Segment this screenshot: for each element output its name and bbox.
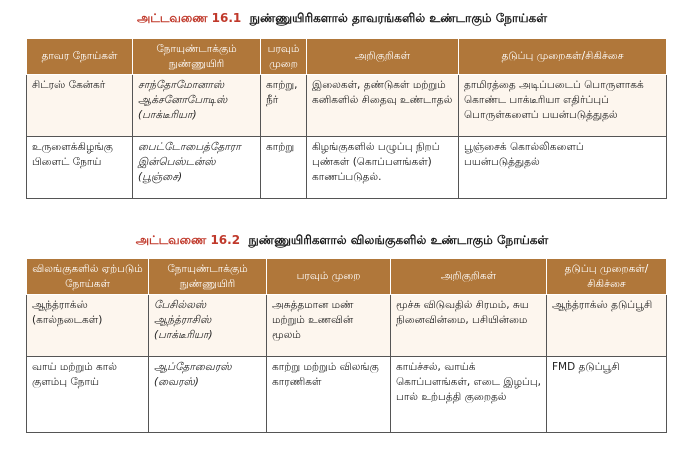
table-cell: காற்று, நீர் [261,75,307,137]
animal-diseases-table [26,258,667,433]
table-cell: காய்ச்சல், வாய்க் கொப்பளங்கள், எடை இழப்பு, பால் உற்பத்தி குறைதல் [391,357,547,433]
table-cell: ஆப்தோவைரஸ் (வைரஸ்) [149,357,267,433]
table-cell: சாந்தோமோனாஸ் ஆக்சனோபோடிஸ் (பாக்டீரியா) [133,75,261,137]
table-header-cell: தடுப்பு முறைகள்/சிகிச்சை [459,39,667,75]
table2-caption-title: நுண்ணுயிரிகளால் விலங்குகளில் உண்டாகும் நோய்கள் [248,233,549,247]
table1-caption-title: நுண்ணுயிரிகளால் தாவரங்களில் உண்டாகும் நோய்கள் [249,11,548,25]
table-header-cell: தாவர நோய்கள் [27,39,133,75]
table-cell: தாமிரத்தை அடிப்படைப் பொருளாகக் கொண்ட பாக்டீரியா எதிர்ப்புப் பொருள்களைப் பயன்படுத்துதல் [459,75,667,137]
table1-caption [0,11,684,27]
table-cell: காற்று மற்றும் விலங்கு காரணிகள் [267,357,391,433]
table-cell: பேசில்லஸ் ஆந்த்ராசிஸ் (பாக்டீரியா) [149,295,267,357]
table-cell: மூச்சு விடுவதில் சிரமம், சுய நினைவின்மை, பசியின்மை [391,295,547,357]
table-row [27,357,667,433]
table-header-cell: பரவும் முறை [261,39,307,75]
table-header-row [27,39,667,75]
table-cell: ஆந்த்ராக்ஸ் தடுப்பூசி [547,295,667,357]
table-header-cell: அறிகுறிகள் [391,259,547,295]
table-row [27,295,667,357]
table-cell: வாய் மற்றும் கால் குளம்பு நோய் [27,357,149,433]
table-row [27,75,667,137]
table-row [27,137,667,199]
table2-caption-number: அட்டவணை 16.2 [135,233,241,247]
table-header-cell: தடுப்பு முறைகள்/ சிகிச்சை [547,259,667,295]
table-cell: பைட்டோபைத்தோரா இன்பெஸ்டன்ஸ் (பூஞ்சை) [133,137,261,199]
table-header-cell: நோயுண்டாக்கும் நுண்ணுயிரி [133,39,261,75]
table-cell: சிட்ரஸ் கேன்கர் [27,75,133,137]
table-header-cell: விலங்குகளில் ஏற்படும் நோய்கள் [27,259,149,295]
table-cell: FMD தடுப்பூசி [547,357,667,433]
table-header-cell: பரவும் முறை [267,259,391,295]
table-cell: இலைகள், தண்டுகள் மற்றும் கனிகளில் சிதைவு உண்டாதல் [307,75,459,137]
table-header-cell: நோயுண்டாக்கும் நுண்ணுயிரி [149,259,267,295]
table2-caption [0,233,684,249]
table-cell: உருளைக்கிழங்கு பிளைட் நோய் [27,137,133,199]
table-cell: கிழங்குகளில் பழுப்பு நிறப் புண்கள் (கொப்பளங்கள்) காணப்படுதல். [307,137,459,199]
plant-diseases-table [26,38,667,199]
table-header-cell: அறிகுறிகள் [307,39,459,75]
table-cell: அசுத்தமான மண் மற்றும் உணவின் மூலம் [267,295,391,357]
table-cell: ஆந்த்ராக்ஸ் (கால்நடைகள்) [27,295,149,357]
table-cell: காற்று [261,137,307,199]
table-cell: பூஞ்சைக் கொல்லிகளைப் பயன்படுத்துதல் [459,137,667,199]
table-header-row [27,259,667,295]
table1-caption-number: அட்டவணை 16.1 [136,11,242,25]
